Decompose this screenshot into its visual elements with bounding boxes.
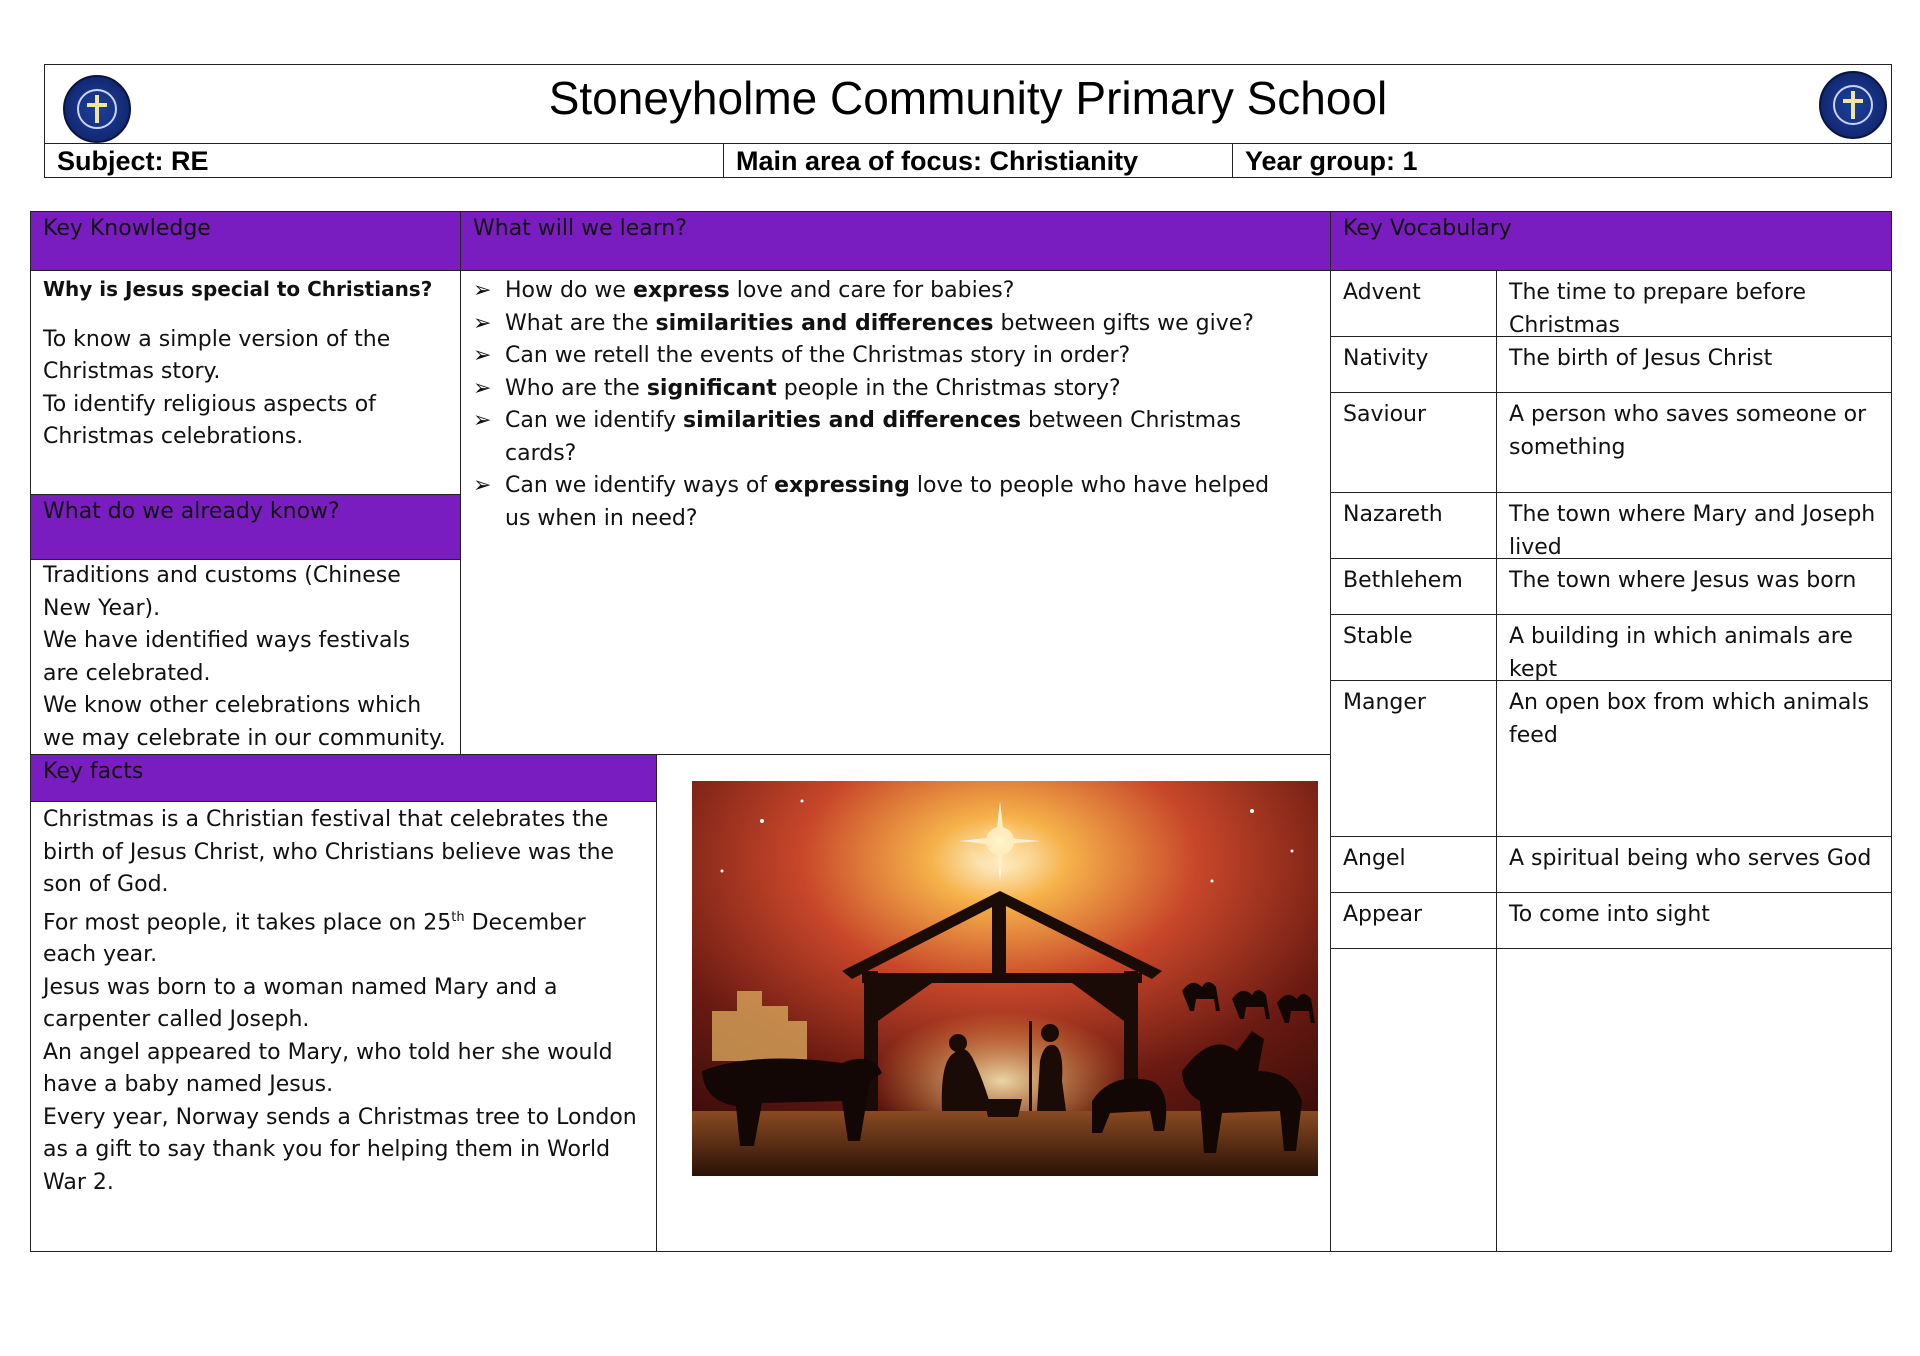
vocabulary-definition: A person who saves someone or something [1509, 402, 1867, 460]
key-facts-heading: Key facts [30, 754, 657, 802]
vocabulary-term: Advent [1343, 280, 1421, 305]
learn-item: ➢ How do we express love and care for babies? [461, 275, 1300, 308]
key-knowledge-line-2: To identify religious aspects of Christmas celebrations. [43, 391, 376, 449]
vocabulary-term: Bethlehem [1343, 568, 1463, 593]
key-fact-1: Christmas is a Christian festival that celebrates the birth of Jesus Christ, who Christians believe was the son of God. [43, 807, 615, 897]
vocabulary-term: Angel [1343, 846, 1406, 871]
vocabulary-definition: The town where Jesus was born [1509, 568, 1857, 593]
key-fact-2: For most people, it takes place on 25th December each year. [43, 909, 586, 968]
learn-item: ➢ What are the similarities and differences between gifts we give? [461, 308, 1300, 341]
vocabulary-row [1331, 271, 1891, 337]
key-fact-5: Every year, Norway sends a Christmas tree to London as a gift to say thank you for helping them in World War 2. [43, 1104, 637, 1195]
vocabulary-definition: An open box from which animals feed [1509, 690, 1869, 748]
arrow-bullet-icon: ➢ [473, 473, 492, 498]
vocabulary-row [1331, 615, 1891, 681]
vocabulary-row [1331, 681, 1891, 837]
vocabulary-definition: To come into sight [1509, 902, 1710, 927]
already-know-line-1: Traditions and customs (Chinese New Year). [43, 563, 401, 621]
year-group-label: Year group: 1 [1245, 146, 1418, 176]
vocabulary-row [1331, 559, 1891, 615]
vocabulary-row [1331, 893, 1891, 949]
arrow-bullet-icon: ➢ [473, 278, 492, 303]
vocabulary-definition: The birth of Jesus Christ [1509, 346, 1773, 371]
key-fact-3: Jesus was born to a woman named Mary and a carpenter called Joseph. [43, 974, 558, 1033]
already-know-heading: What do we already know? [30, 494, 461, 560]
learn-list [461, 275, 1300, 535]
school-logo-right [1819, 71, 1887, 139]
vocabulary-term: Nazareth [1343, 502, 1443, 527]
arrow-bullet-icon: ➢ [473, 375, 492, 401]
learn-item: ➢ Can we identify similarities and differences between Christmas cards? [461, 405, 1300, 470]
learn-panel [460, 270, 1331, 755]
nativity-scene-image [692, 781, 1318, 1176]
vocabulary-table [1330, 270, 1892, 1252]
key-knowledge-question: Why is Jesus special to Christians? [43, 277, 433, 301]
focus-label: Main area of focus: Christianity [736, 146, 1139, 176]
arrow-bullet-icon: ➢ [473, 310, 492, 336]
title-block [44, 64, 1892, 144]
learn-item: ➢ Can we identify ways of expressing love to people who have helped us when in need? [461, 470, 1300, 535]
focus-cell [723, 143, 1233, 178]
vocabulary-row [1331, 337, 1891, 393]
learn-item: ➢ Who are the significant people in the Christmas story? [461, 373, 1300, 406]
vocabulary-term: Nativity [1343, 346, 1429, 371]
vocabulary-definition: A spiritual being who serves God [1509, 846, 1872, 871]
vocabulary-term: Stable [1343, 624, 1413, 649]
already-know-line-2: We have identified ways festivals are celebrated. [43, 628, 411, 686]
vocabulary-definition: A building in which animals are kept [1509, 624, 1853, 682]
vocabulary-definition: The town where Mary and Joseph lived [1509, 502, 1876, 560]
vocabulary-row [1331, 493, 1891, 559]
key-knowledge-panel [30, 270, 461, 495]
already-know-panel [30, 559, 461, 755]
vocabulary-term: Saviour [1343, 402, 1427, 427]
school-name: Stoneyholme Community Primary School [548, 72, 1388, 124]
learn-heading: What will we learn? [460, 211, 1331, 271]
subject-cell [44, 143, 724, 178]
already-know-line-3: We know other celebrations which we may celebrate in our community. [43, 693, 446, 751]
vocabulary-row [1331, 837, 1891, 893]
vocabulary-term: Appear [1343, 902, 1423, 927]
arrow-bullet-icon: ➢ [473, 408, 492, 433]
learn-item: ➢ Can we retell the events of the Christmas story in order? [461, 340, 1300, 373]
key-fact-4: An angel appeared to Mary, who told her she would have a baby named Jesus. [43, 1039, 613, 1098]
vocabulary-term: Manger [1343, 690, 1426, 715]
vocabulary-definition: The time to prepare before Christmas [1509, 280, 1807, 338]
key-facts-panel [30, 801, 657, 1252]
subject-label: Subject: RE [57, 146, 209, 176]
arrow-bullet-icon: ➢ [473, 343, 492, 368]
key-knowledge-heading: Key Knowledge [30, 211, 461, 271]
year-group-cell [1232, 143, 1892, 178]
vocabulary-heading: Key Vocabulary [1330, 211, 1892, 271]
vocabulary-row [1331, 393, 1891, 493]
key-knowledge-line-1: To know a simple version of the Christmas story. [43, 326, 391, 384]
